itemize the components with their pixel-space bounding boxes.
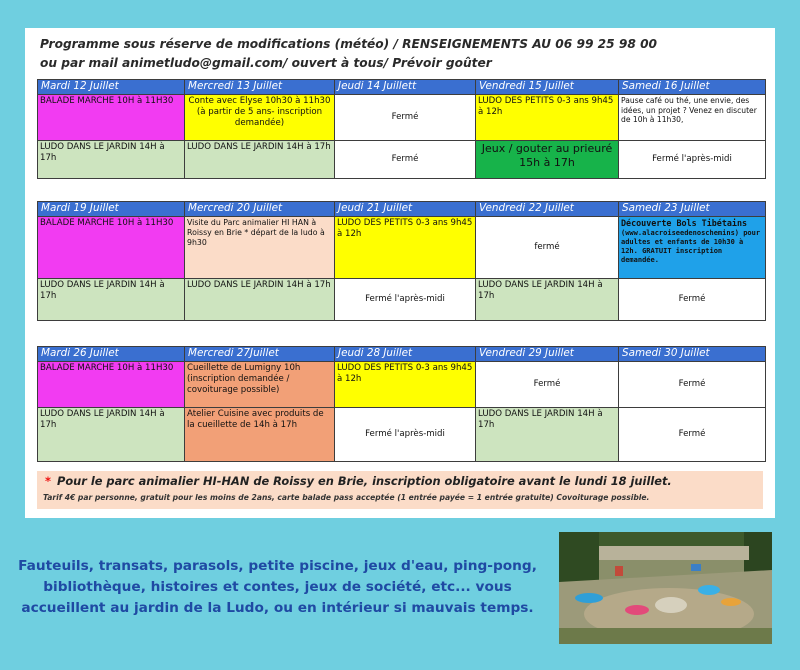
garden-photo-illustration (559, 532, 772, 644)
activity-cell: LUDO DANS LE JARDIN 14H à 17h (185, 279, 335, 321)
day-header: Samedi 23 Juillet (619, 202, 766, 217)
activity-cell: Visite du Parc animalier HI HAN à Roissy en Brie * départ de la ludo à 9h30 (185, 217, 335, 279)
week-3-table (37, 346, 766, 462)
day-header: Jeudi 28 Juillet (335, 347, 476, 362)
garden-photo (559, 532, 772, 644)
sat-title: Découverte Bols Tibétains (621, 218, 748, 228)
note-main-text: Pour le parc animalier HI-HAN de Roissy en Brie, inscription obligatoire avant le lundi 18 juillet. (56, 474, 672, 488)
activity-cell: LUDO DANS LE JARDIN 14H à 17h (185, 141, 335, 179)
registration-note (37, 471, 763, 509)
activity-cell: Fermé l'après-midi (335, 408, 476, 462)
activity-cell: Fermé (335, 95, 476, 141)
activity-cell: Pause café ou thé, une envie, des idées, un projet ? Venez en discuter de 10h à 11h30, (619, 95, 766, 141)
day-header: Mardi 26 Juillet (38, 347, 185, 362)
activity-cell: Fermé (619, 408, 766, 462)
header-line-1: Programme sous réserve de modifications (météo) / RENSEIGNEMENTS AU 06 99 25 98 00 (40, 37, 658, 51)
activity-cell: LUDO DES PETITS 0-3 ans 9h45 à 12h (335, 362, 476, 408)
activity-cell: LUDO DES PETITS 0-3 ans 9h45 à 12h (335, 217, 476, 279)
day-header: Mardi 19 Juillet (38, 202, 185, 217)
activity-cell: LUDO DES PETITS 0-3 ans 9h45 à 12h (476, 95, 619, 141)
garden-description: Fauteuils, transats, parasols, petite piscine, jeux d'eau, ping-pong, bibliothèque, histoires et contes, jeux de société, etc... vous accueillent au jardin de la Ludo, ou en intérieur si mauvais temps. (18, 558, 537, 616)
day-header: Jeudi 14 Juillett (335, 80, 476, 95)
day-header: Samedi 30 Juillet (619, 347, 766, 362)
activity-cell (619, 217, 766, 279)
activity-cell: Fermé l'après-midi (619, 141, 766, 179)
day-header: Vendredi 22 Juillet (476, 202, 619, 217)
week-1-table (37, 79, 766, 179)
week-2-table (37, 201, 766, 321)
schedule-card (25, 28, 775, 518)
day-header: Vendredi 29 Juillet (476, 347, 619, 362)
day-header: Mardi 12 Juillet (38, 80, 185, 95)
day-header: Mercredi 27Juillet (185, 347, 335, 362)
day-header: Mercredi 13 Juillet (185, 80, 335, 95)
day-header: Vendredi 15 Juillet (476, 80, 619, 95)
activity-cell: Fermé (619, 362, 766, 408)
activity-cell: LUDO DANS LE JARDIN 14H à 17h (476, 408, 619, 462)
activity-cell: Fermé (335, 141, 476, 179)
note-main (45, 474, 672, 488)
note-tarif: Tarif 4€ par personne, gratuit pour les moins de 2ans, carte balade pass acceptée (1 entrée payée = 1 entrée gratuite) Covoiturage possible. (43, 493, 650, 502)
activity-cell: LUDO DANS LE JARDIN 14H à 17h (38, 141, 185, 179)
activity-cell: LUDO DANS LE JARDIN 14H à 17h (38, 279, 185, 321)
activity-cell: Cueillette de Lumigny 10h (inscription demandée / covoiturage possible) (185, 362, 335, 408)
activity-cell: fermé (476, 217, 619, 279)
header-line-2: ou par mail animetludo@gmail.com/ ouvert à tous/ Prévoir goûter (40, 56, 492, 70)
day-header: Samedi 16 Juillet (619, 80, 766, 95)
activity-cell: BALADE MARCHE 10H à 11H30 (38, 95, 185, 141)
sat-details: (www.alacroiseedenoschemins) pour adultes et enfants de 10h30 à 12h. GRATUIT inscription demandée. (621, 228, 761, 264)
activity-cell: Conte avec Elyse 10h30 à 11h30 (à partir de 5 ans- inscription demandée) (185, 95, 335, 141)
activity-cell: Fermé l'après-midi (335, 279, 476, 321)
activity-cell: LUDO DANS LE JARDIN 14H à 17h (38, 408, 185, 462)
day-header: Jeudi 21 Juillet (335, 202, 476, 217)
activity-cell: Jeux / gouter au prieuré 15h à 17h (476, 141, 619, 179)
activity-cell: BALADE MARCHE 10H à 11H30 (38, 362, 185, 408)
day-header: Mercredi 20 Juillet (185, 202, 335, 217)
activity-cell: Atelier Cuisine avec produits de la cueillette de 14h à 17h (185, 408, 335, 462)
activity-cell: Fermé (476, 362, 619, 408)
activity-cell: BALADE MARCHE 10H à 11H30 (38, 217, 185, 279)
activity-cell: Fermé (619, 279, 766, 321)
activity-cell: LUDO DANS LE JARDIN 14H à 17h (476, 279, 619, 321)
asterisk: * (45, 474, 51, 488)
